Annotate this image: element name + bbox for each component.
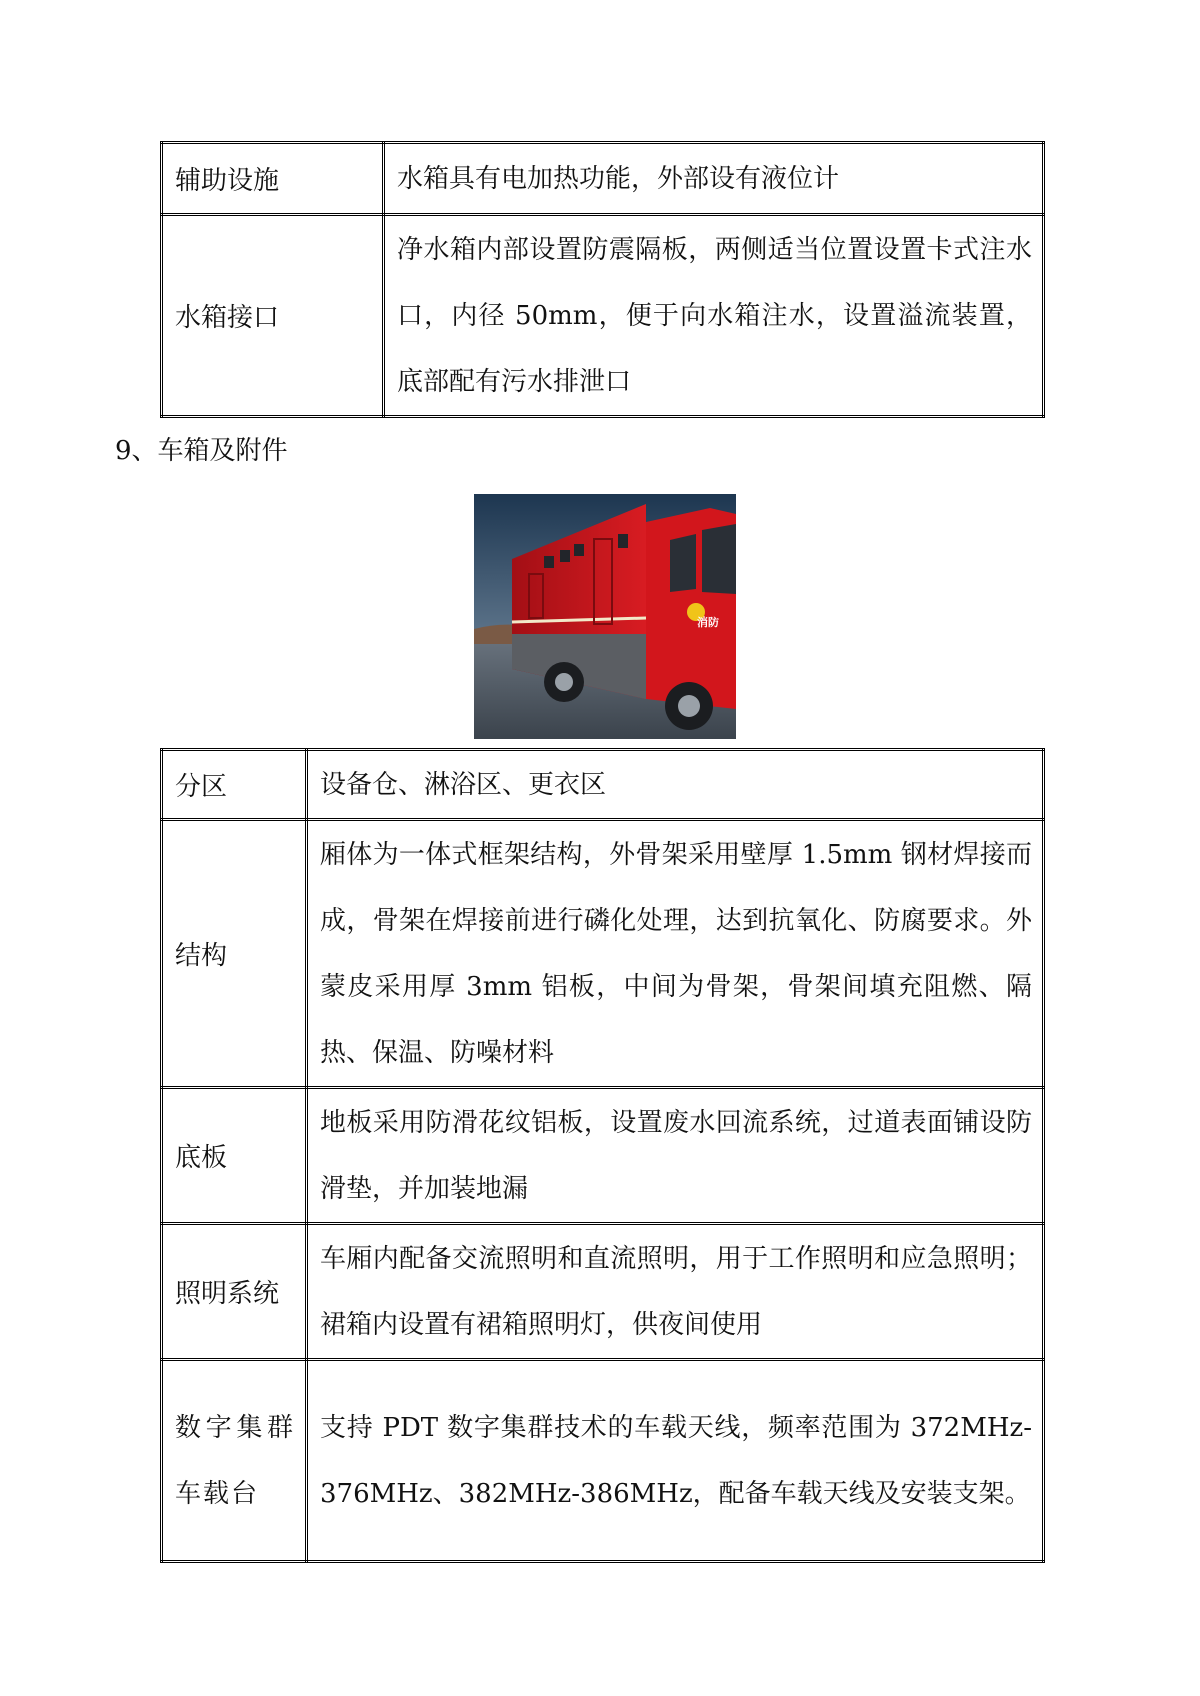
fire-truck-image	[474, 494, 736, 739]
row-label: 辅助设施	[162, 143, 384, 215]
row-label: 水箱接口	[162, 215, 384, 417]
table-row	[162, 1360, 1044, 1562]
table-row	[162, 750, 1044, 820]
row-text: 地板采用防滑花纹铝板，设置废水回流系统，过道表面铺设防滑垫，并加装地漏	[307, 1088, 1044, 1224]
row-text: 车厢内配备交流照明和直流照明，用于工作照明和应急照明；裙箱内设置有裙箱照明灯，供夜间使用	[307, 1224, 1044, 1360]
vehicle-box-spec-table	[160, 748, 1045, 1563]
row-label: 分区	[162, 750, 307, 820]
section-heading: 9、车箱及附件	[115, 436, 288, 466]
table-row	[162, 143, 1044, 215]
table-row	[162, 215, 1044, 417]
row-label: 照明系统	[162, 1224, 307, 1360]
row-text: 水箱具有电加热功能，外部设有液位计	[384, 143, 1044, 215]
row-label: 数字集群车载台	[162, 1360, 307, 1562]
row-text: 净水箱内部设置防震隔板，两侧适当位置设置卡式注水口，内径 50mm，便于向水箱注水，设置溢流装置，底部配有污水排泄口	[384, 215, 1044, 417]
water-tank-spec-table	[160, 141, 1045, 418]
row-label: 底板	[162, 1088, 307, 1224]
table-row	[162, 1224, 1044, 1360]
svg-text:消防: 消防	[697, 616, 719, 629]
row-text: 厢体为一体式框架结构，外骨架采用壁厚 1.5mm 钢材焊接而成，骨架在焊接前进行磷化处理，达到抗氧化、防腐要求。外蒙皮采用厚 3mm 铝板，中间为骨架，骨架间填充阻燃、隔热、保温、防噪材料	[307, 820, 1044, 1088]
row-text: 支持 PDT 数字集群技术的车载天线，频率范围为 372MHz-376MHz、382MHz-386MHz，配备车载天线及安装支架。	[307, 1360, 1044, 1562]
row-label: 结构	[162, 820, 307, 1088]
row-text: 设备仓、淋浴区、更衣区	[307, 750, 1044, 820]
table-row	[162, 1088, 1044, 1224]
table-row	[162, 820, 1044, 1088]
